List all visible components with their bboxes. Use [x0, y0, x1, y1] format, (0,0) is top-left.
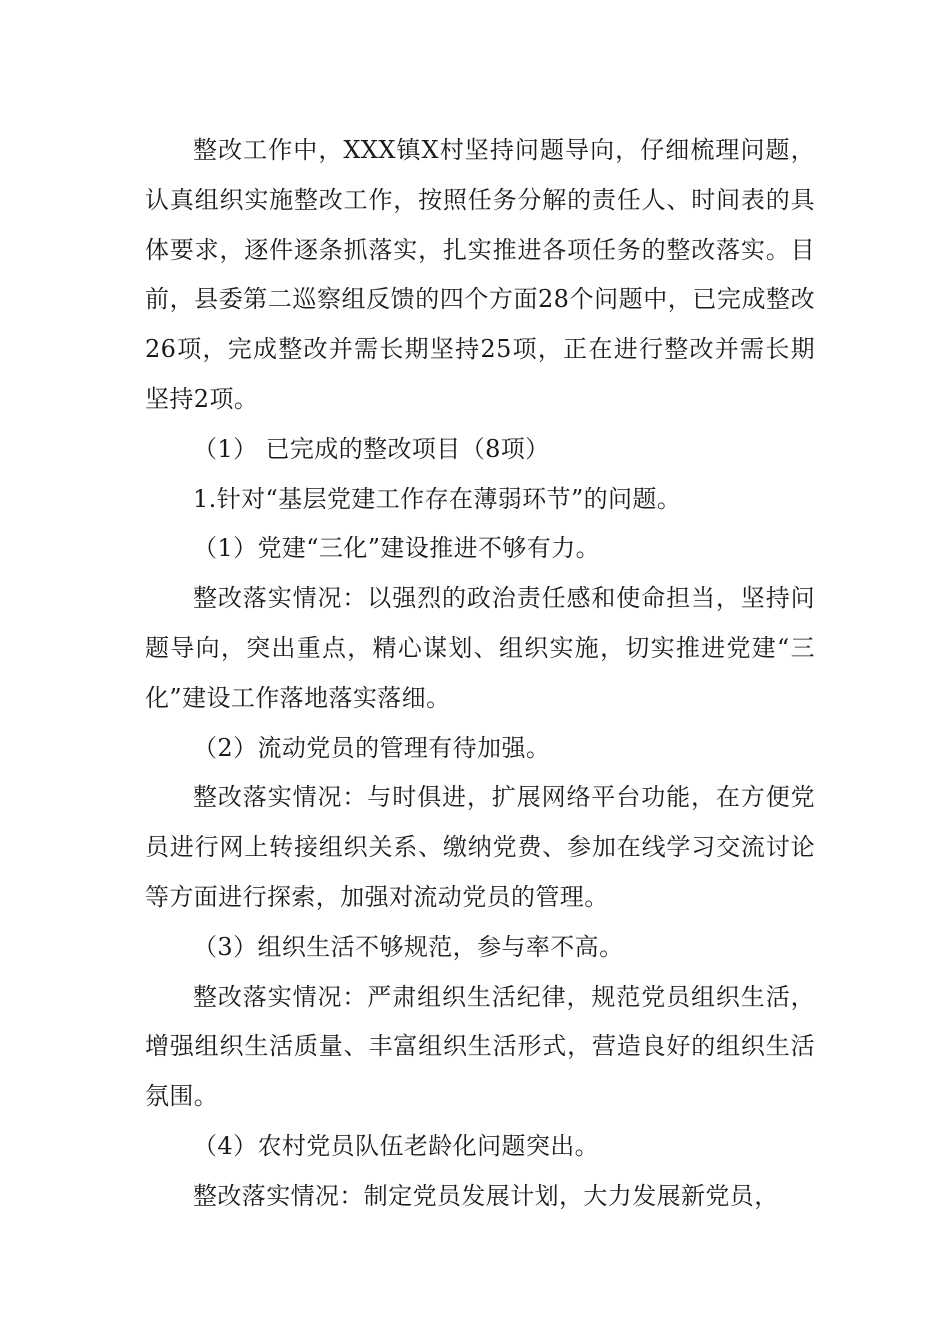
- rectification-status-2: 整改落实情况：与时俱进，扩展网络平台功能，在方便党员进行网上转接组织关系、缴纳党费、参加在线学习交流讨论等方面进行探索，加强对流动党员的管理。: [145, 783, 815, 911]
- rectification-status-1: 整改落实情况：以强烈的政治责任感和使命担当，坚持问题导向，突出重点，精心谋划、组织实施，切实推进党建“三化”建设工作落地落实落细。: [145, 584, 815, 712]
- sub-issue-3: （3）组织生活不够规范，参与率不高。: [193, 932, 624, 961]
- paragraph-summary: 整改工作中，XXX镇X村坚持问题导向，仔细梳理问题，认真组织实施整改工作，按照任务分解的责任人、时间表的具体要求，逐件逐条抓落实，扎实推进各项任务的整改落实。目前，县委第二巡察组反馈的四个方面28个问题中，已完成整改26项，完成整改并需长期坚持25项，正在进行整改并需长期坚持2项。: [145, 136, 815, 413]
- rectification-status-3: 整改落实情况：严肃组织生活纪律，规范党员组织生活，增强组织生活质量、丰富组织生活形式，营造良好的组织生活氛围。: [145, 982, 815, 1111]
- document-body: [145, 126, 815, 1222]
- rectification-status-4: 整改落实情况：制定党员发展计划，大力发展新党员，: [193, 1181, 779, 1210]
- sub-issue-4: （4）农村党员队伍老龄化问题突出。: [193, 1131, 600, 1160]
- sub-issue-2: （2）流动党员的管理有待加强。: [193, 733, 551, 762]
- section-heading-completed: （1） 已完成的整改项目（8项）: [193, 434, 550, 463]
- sub-issue-1: （1）党建“三化”建设推进不够有力。: [193, 534, 601, 563]
- issue-heading-1: 1.针对“基层党建工作存在薄弱环节”的问题。: [193, 484, 682, 513]
